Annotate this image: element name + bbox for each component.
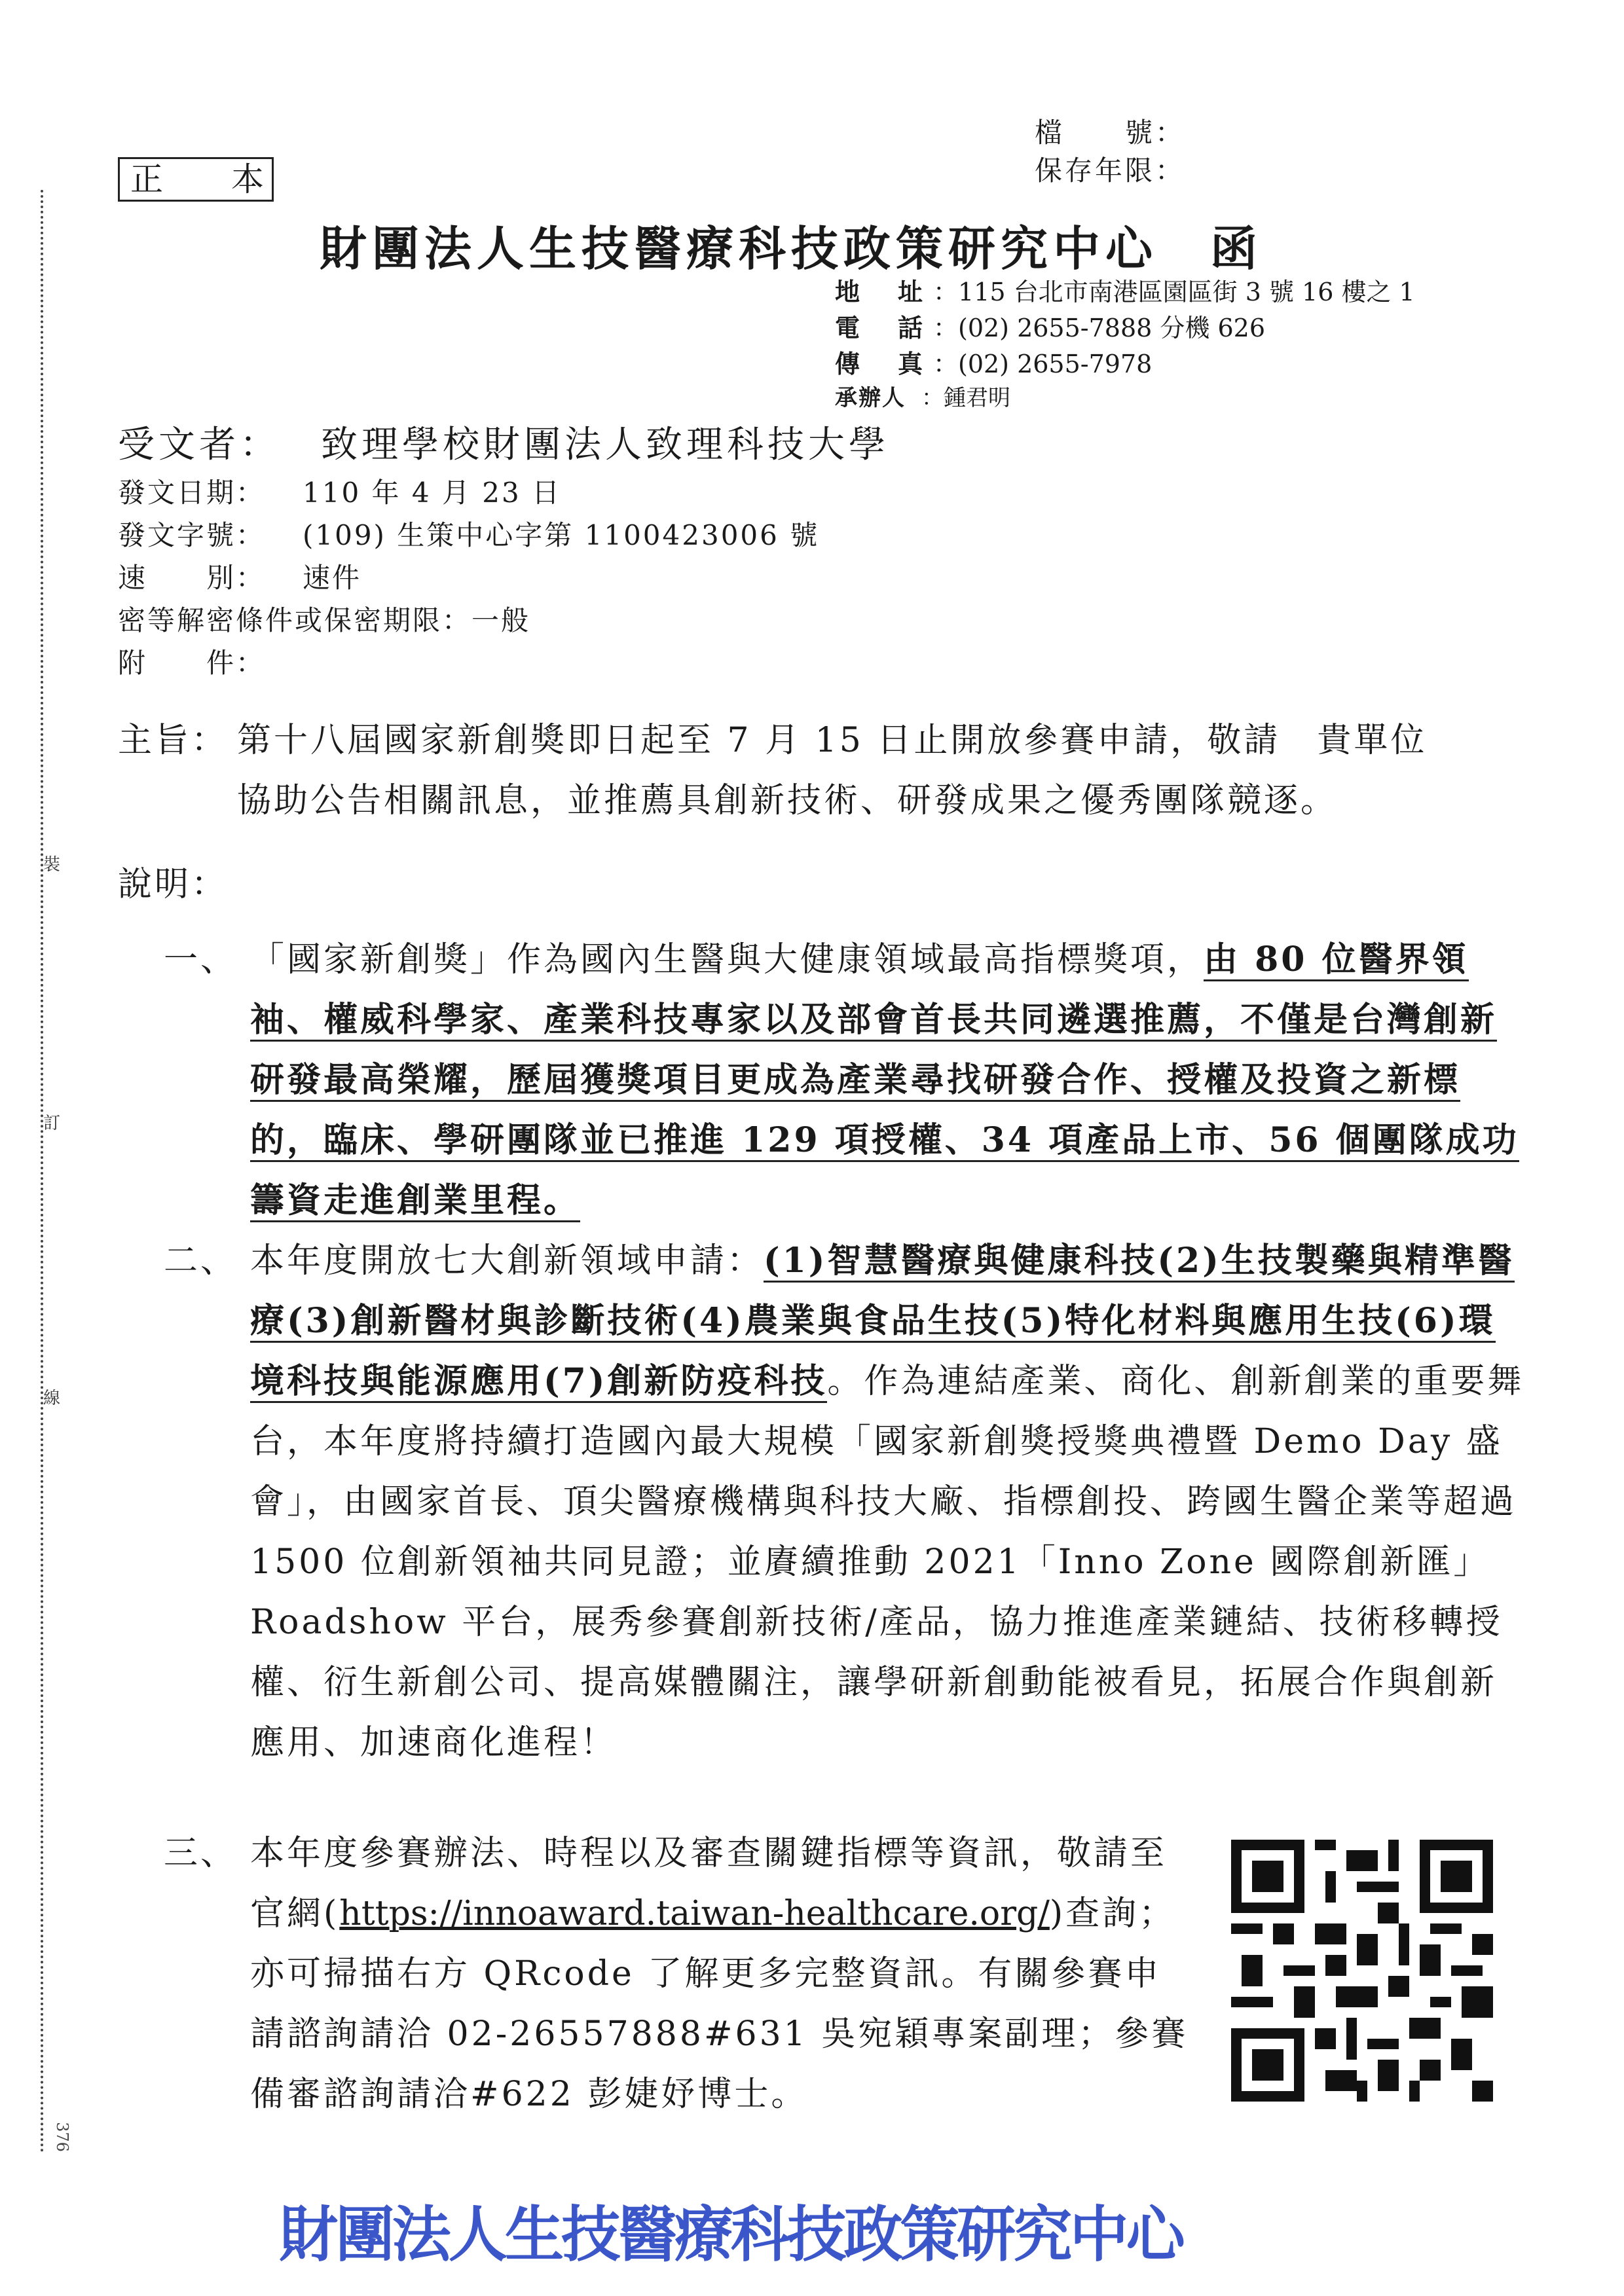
date-value: 110 年 4 月 23 日 bbox=[303, 477, 562, 509]
contact-row bbox=[835, 380, 1010, 412]
recipient-value: 致理學校財團法人致理科技大學 bbox=[321, 424, 889, 466]
address-label: 地 址 bbox=[835, 277, 930, 306]
phone-label: 電 話 bbox=[835, 313, 930, 342]
binding-mark-ding: 訂 bbox=[43, 1114, 61, 1133]
item-2-underlined-fields: (1)智慧醫療與健康科技(2)生技製藥與精準醫療(3)創新醫材與診斷技術(4)農業與食品生技(5)特化材料與應用生技(6)環境科技與能源應用(7)創新防疫科技 bbox=[250, 1241, 1515, 1403]
original-copy-stamp bbox=[118, 157, 274, 202]
subject-line-1: 第十八屆國家新創獎即日起至 7 月 15 日止開放參賽申請，敬請 貴單位 bbox=[237, 721, 1428, 760]
speed-value: 速件 bbox=[303, 562, 362, 594]
speed-label: 速 別： bbox=[118, 562, 266, 594]
item-1-paragraph bbox=[250, 930, 1527, 1231]
item-3-paragraph bbox=[250, 1823, 1193, 2124]
binding-line bbox=[41, 190, 43, 2154]
copy-mark-right: 本 bbox=[231, 160, 268, 198]
item-2-paragraph bbox=[250, 1231, 1527, 1773]
item-2-text-start: 本年度開放七大創新領域申請： bbox=[250, 1241, 764, 1281]
address-row bbox=[835, 272, 1415, 308]
item-1-number: 一、 bbox=[164, 940, 238, 979]
security-label: 密等解密條件或保密期限： bbox=[118, 604, 472, 636]
binding-mark-xian: 線 bbox=[43, 1389, 61, 1408]
org-title: 財團法人生技醫療科技政策研究中心 函 bbox=[320, 221, 1263, 276]
subject-label: 主旨： bbox=[118, 721, 229, 760]
fax-value: ：(02) 2655-7978 bbox=[933, 350, 1153, 378]
phone-row bbox=[835, 308, 1265, 344]
item-1-underlined-text: 由 80 位醫界領袖、權威科學家、產業科技專家以及部會首長共同遴選推薦，不僅是台灣創新研發最高榮耀，歷屆獲獎項目更成為產業尋找研發合作、授權及投資之新標的，臨床、學研團隊並已推進 129 項授權、34 項產品上市、56 個團隊成功籌資走進創業里程。 bbox=[250, 939, 1519, 1222]
fax-label: 傳 真 bbox=[835, 349, 930, 378]
fax-row bbox=[835, 344, 1152, 380]
subject-line-2: 協助公告相關訊息，並推薦具創新技術、研發成果之優秀團隊競逐。 bbox=[237, 781, 1338, 820]
retention-label: 保存年限： bbox=[1035, 155, 1186, 187]
doc-number-value: (109) 生策中心字第 1100423006 號 bbox=[303, 519, 820, 551]
organization-seal: 財團法人生技醫療科技政策研究中心 bbox=[279, 2200, 1183, 2270]
copy-mark-left: 正 bbox=[130, 160, 167, 198]
contact-value: ：鍾君明 bbox=[921, 385, 1010, 411]
item-3-number: 三、 bbox=[164, 1834, 238, 1873]
attachment-label: 附 件： bbox=[118, 647, 266, 679]
security-row bbox=[118, 599, 530, 638]
recipient-label: 受文者： bbox=[118, 424, 280, 466]
date-label: 發文日期： bbox=[118, 477, 266, 509]
file-number-label: 檔 號： bbox=[1035, 117, 1186, 149]
security-value: 一般 bbox=[471, 604, 531, 636]
recipient-row bbox=[118, 416, 889, 468]
official-website-link[interactable]: https://innoaward.taiwan-healthcare.org/ bbox=[339, 1894, 1050, 1933]
attachment-row bbox=[118, 642, 303, 681]
contact-label: 承辦人 bbox=[835, 385, 906, 411]
page-number: 376 bbox=[52, 2122, 71, 2152]
item-3-text-a: 本年度參賽辦法、時程以及審查關鍵指標等資訊，敬請至官網( bbox=[250, 1834, 1168, 1933]
qr-code-icon[interactable] bbox=[1231, 1840, 1493, 2102]
phone-value: ：(02) 2655-7888 分機 626 bbox=[933, 314, 1266, 342]
address-value: ：115 台北市南港區園區街 3 號 16 樓之 1 bbox=[933, 278, 1415, 306]
date-row bbox=[118, 471, 561, 511]
item-1-text: 「國家新創獎」作為國內生醫與大健康領域最高指標獎項， bbox=[250, 940, 1204, 979]
item-3-text-b: )查詢；亦可掃描右方 QRcode 了解更多完整資訊。有關參賽申請諮詢請洽 02-26557888#631 吳宛穎專案副理；參賽備審諮詢請洽#622 彭婕妤博士。 bbox=[250, 1894, 1189, 2114]
item-2-number: 二、 bbox=[164, 1241, 238, 1281]
item-2-text-end: 。作為連結產業、商化、創新創業的重要舞台，本年度將持續打造國內最大規模「國家新創獎授獎典禮暨 Demo Day 盛會」，由國家首長、頂尖醫療機構與科技大廠、指標創投、跨國生醫企業等超過 1500 位創新領袖共同見證；並賡續推動 2021「Inno Zone 國際創新匯」Roadshow 平台，展秀參賽創新技術/產品，協力推進產業鏈結、技術移轉授權、衍生新創公司、提高媒體關注，讓學研新創動能被看見，拓展合作與創新應用、加速商化進程！ bbox=[250, 1362, 1524, 1762]
binding-mark-zhuang: 裝 bbox=[43, 855, 61, 875]
explanation-label: 說明： bbox=[118, 865, 229, 904]
doc-number-row bbox=[118, 514, 819, 553]
speed-row bbox=[118, 556, 361, 596]
doc-number-label: 發文字號： bbox=[118, 519, 266, 551]
